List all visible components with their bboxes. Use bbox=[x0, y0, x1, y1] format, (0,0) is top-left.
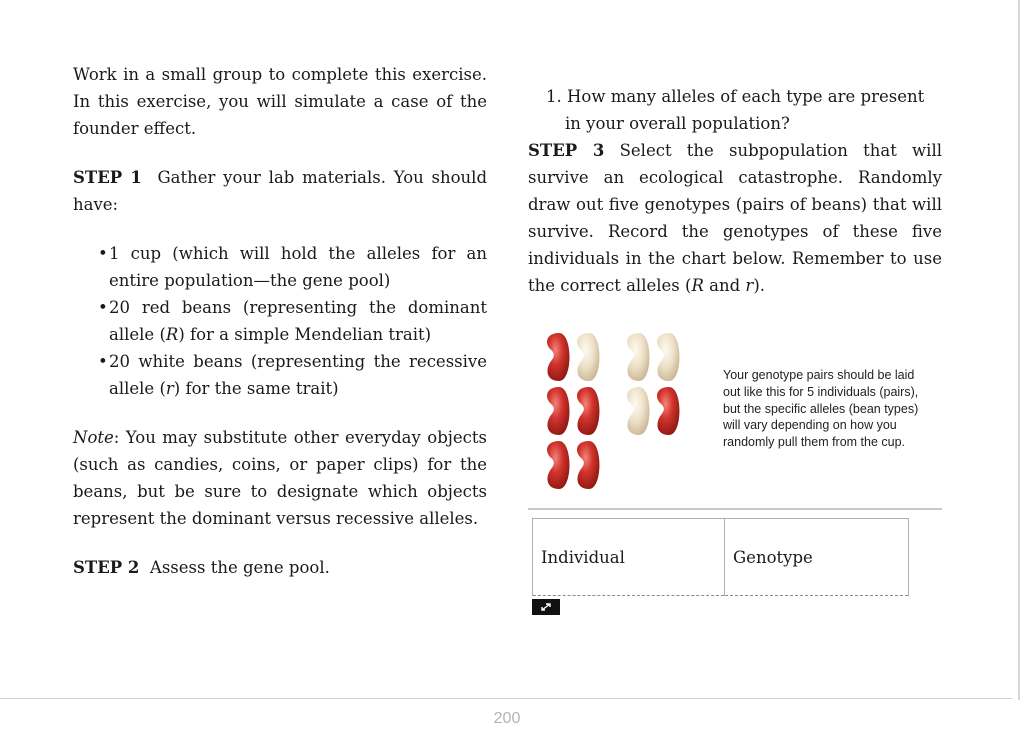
step3-label: STEP 3 bbox=[528, 141, 605, 160]
red-bean bbox=[547, 387, 570, 435]
red-bean bbox=[657, 387, 680, 435]
figure-caption: Your genotype pairs should be laid out like this for 5 individuals (pairs), but the specific alleles (bean types) will vary depending on how you randomly pull them from the cup. bbox=[723, 368, 919, 450]
red-bean bbox=[577, 441, 600, 489]
bean-pair-2 bbox=[627, 333, 680, 381]
left-column bbox=[73, 61, 487, 581]
question-list bbox=[528, 83, 942, 137]
intro-paragraph: Work in a small group to complete this exercise. In this exercise, you will simulate a case of the founder effect. bbox=[73, 65, 487, 138]
note-label: Note bbox=[73, 428, 114, 447]
white-bean bbox=[627, 387, 650, 435]
bean-pair-5 bbox=[547, 441, 600, 489]
bean-pair-4 bbox=[627, 387, 680, 435]
list-item: • 1 cup (which will hold the alleles for an entire population—the gene pool) bbox=[98, 240, 487, 294]
table-header-individual: Individual bbox=[533, 519, 725, 596]
white-bean bbox=[577, 333, 600, 381]
bean-pair-3 bbox=[547, 387, 600, 435]
step1-label: STEP 1 bbox=[73, 168, 142, 187]
question-item: 1. How many alleles of each type are present in your overall population? bbox=[546, 87, 925, 133]
note-text: : You may substitute other everyday objects (such as candies, coins, or paper clips) for the beans, but be sure to designate which objects represent the dominant versus recessive alleles. bbox=[73, 428, 487, 528]
red-bean bbox=[547, 441, 570, 489]
step1-paragraph bbox=[73, 164, 487, 218]
divider bbox=[528, 508, 942, 510]
expand-table-button[interactable] bbox=[532, 599, 560, 615]
step2-paragraph bbox=[73, 554, 487, 581]
bean-pair-1 bbox=[547, 333, 600, 381]
right-column bbox=[528, 83, 942, 615]
white-bean bbox=[657, 333, 680, 381]
materials-list bbox=[98, 240, 487, 402]
page-number: 200 bbox=[493, 710, 521, 727]
table-header-genotype: Genotype bbox=[725, 519, 909, 596]
scrollbar[interactable] bbox=[1018, 0, 1020, 700]
step2-label: STEP 2 bbox=[73, 558, 140, 577]
list-item: • 20 white beans (representing the recessive allele (r) for the same trait) bbox=[98, 348, 487, 402]
note-paragraph bbox=[73, 424, 487, 532]
beans-illustration bbox=[545, 331, 695, 499]
red-bean bbox=[547, 333, 570, 381]
step1-text: Gather your lab materials. You should have: bbox=[73, 168, 488, 214]
list-item: • 20 red beans (representing the dominant allele (R) for a simple Mendelian trait) bbox=[98, 294, 487, 348]
white-bean bbox=[627, 333, 650, 381]
expand-icon bbox=[540, 602, 552, 612]
red-bean bbox=[577, 387, 600, 435]
step3-paragraph: STEP 3 Select the subpopulation that will survive an ecological catastrophe. Randomly draw out five genotypes (pairs of beans) that will survive. Record the genotypes of these five individuals in the chart below. Remember to use the correct alleles (R and r). bbox=[528, 141, 943, 295]
step2-text: Assess the gene pool. bbox=[149, 558, 330, 577]
genotype-figure bbox=[528, 299, 942, 508]
footer-divider bbox=[0, 698, 1012, 699]
step3-text: Select the subpopulation that will survive an ecological catastrophe. Randomly draw out five genotypes (pairs of beans) that will survive. Record the genotypes of these five individuals in the chart below. Remember to use the correct alleles ( bbox=[528, 141, 943, 295]
genotype-table bbox=[532, 518, 909, 596]
